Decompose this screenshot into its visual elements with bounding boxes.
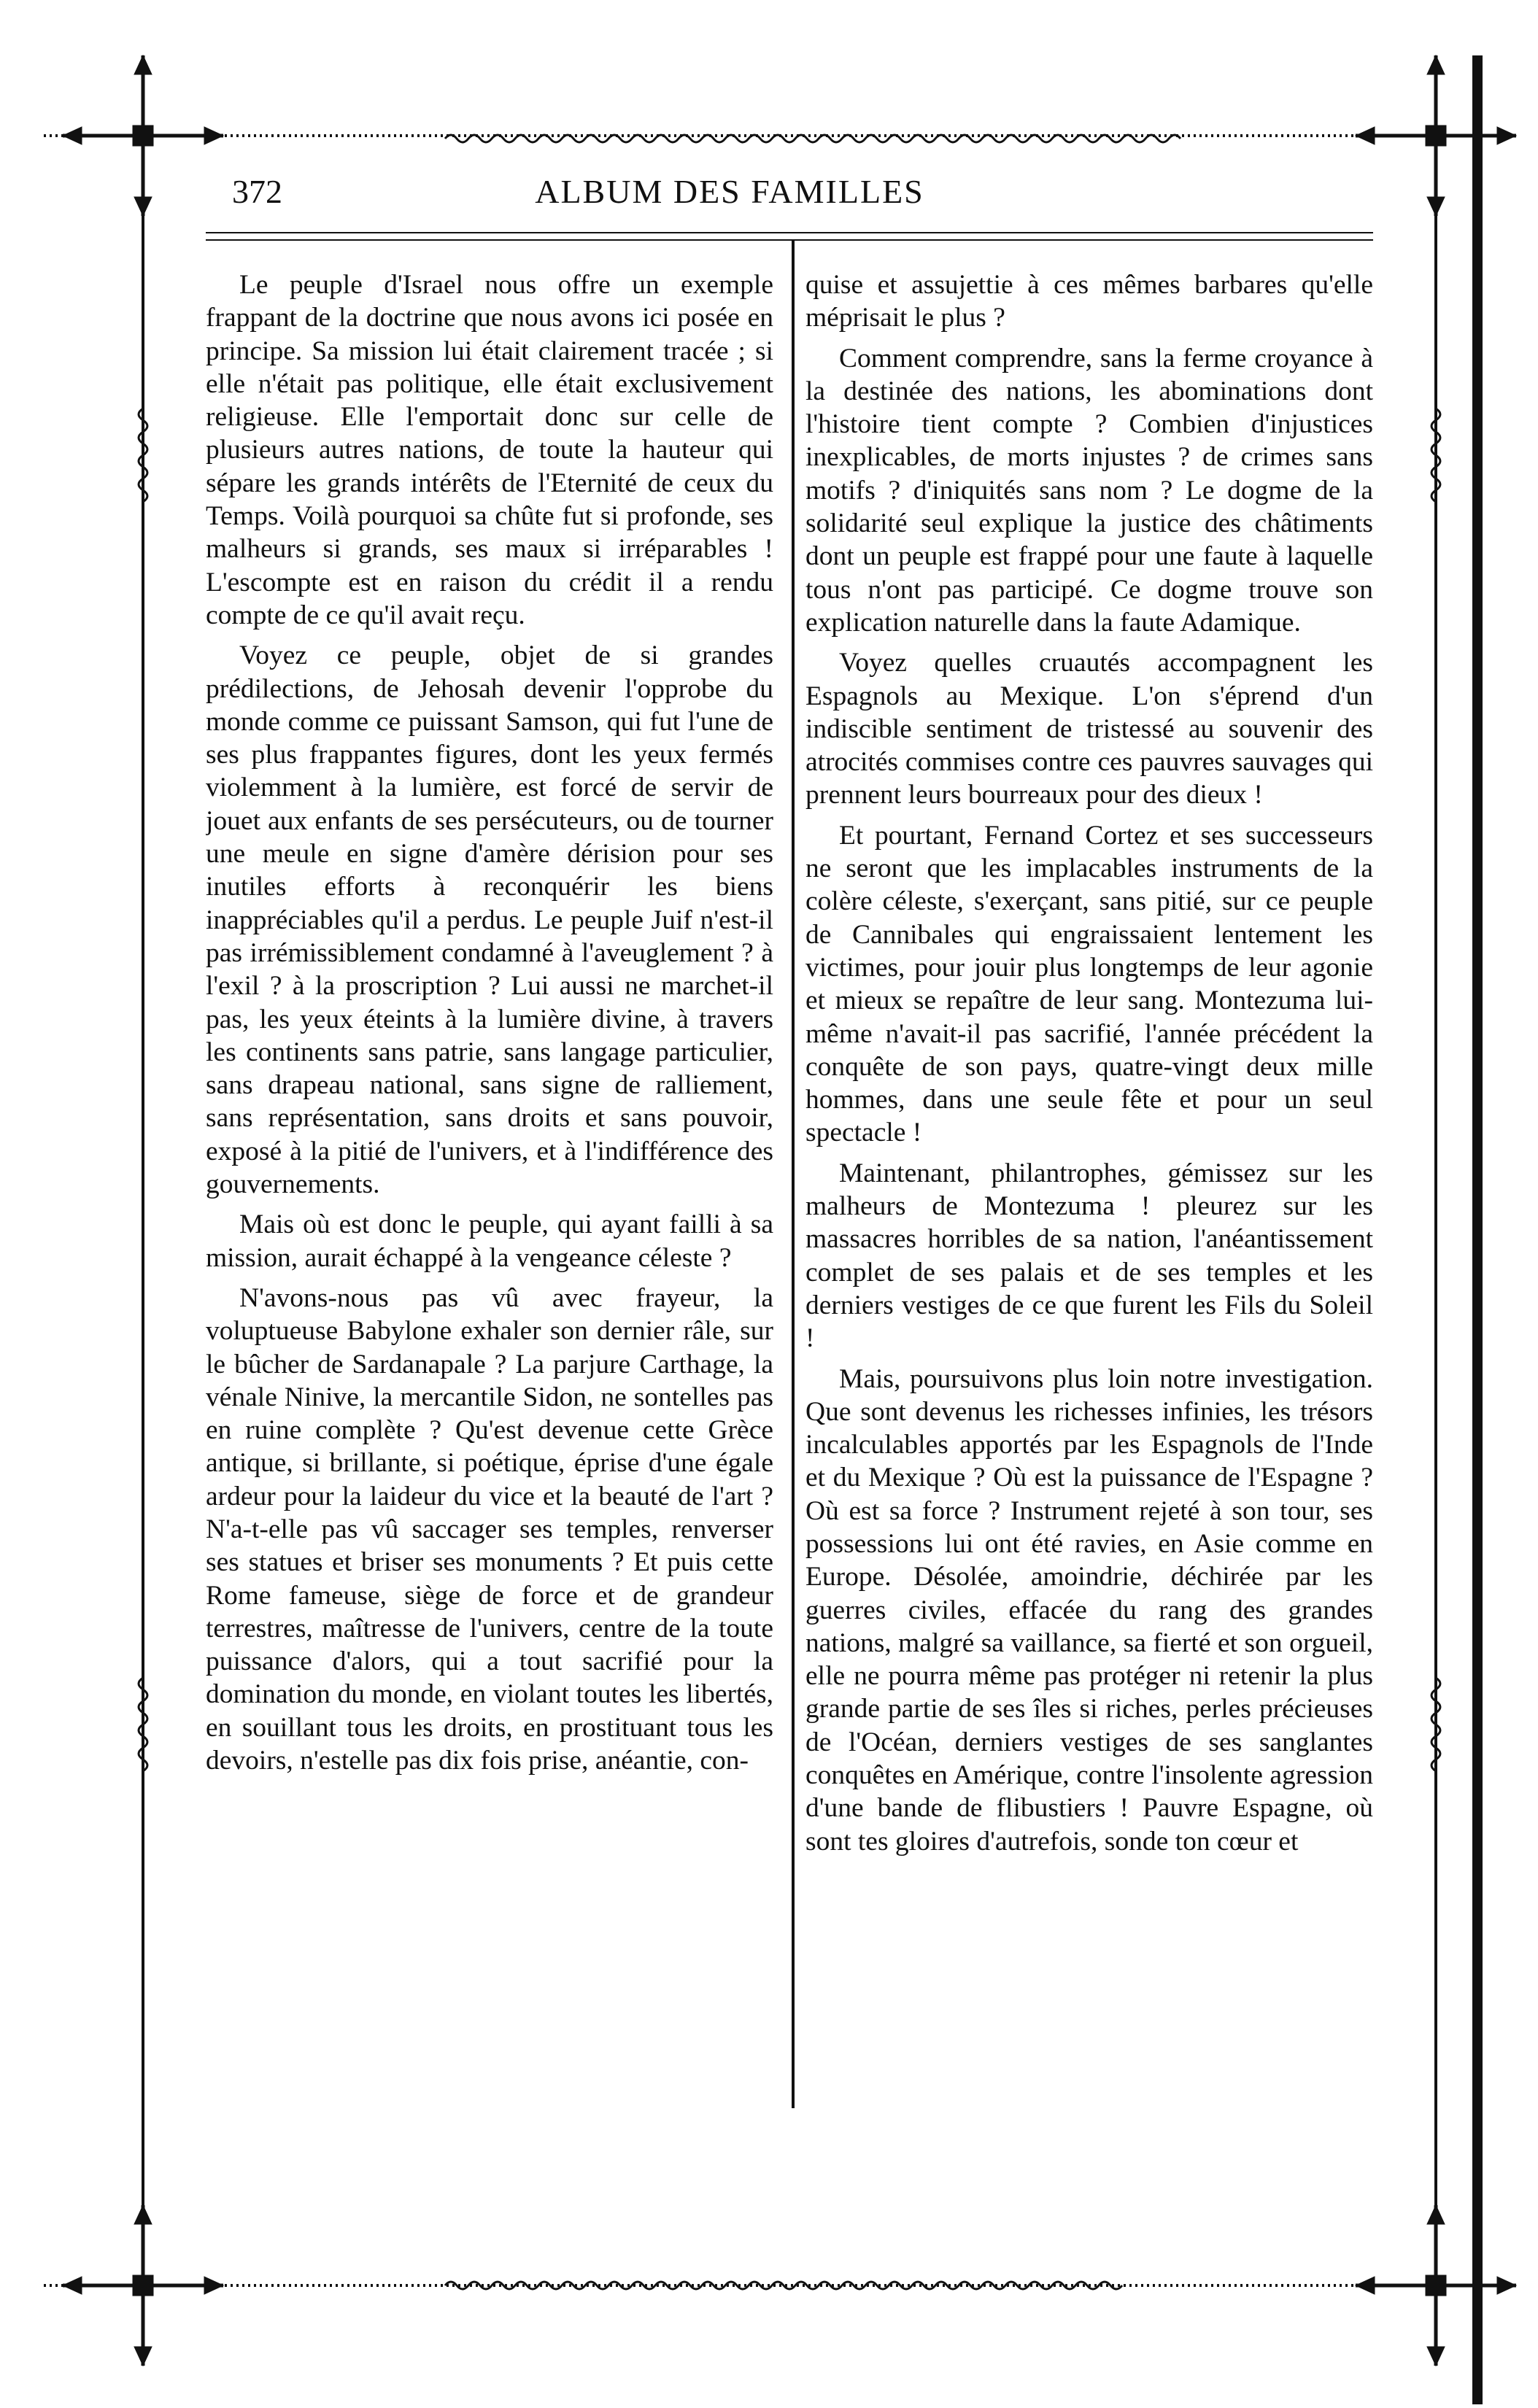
header-rule-bottom (206, 239, 1373, 241)
header-rule-top (206, 232, 1373, 233)
right-column (805, 268, 1373, 2215)
paragraph: Comment comprendre, sans la ferme croyance à la destinée des nations, les abominations dont l'histoire tient compte ? Combien d'injustices inexplicables, de morts injustes ? de crimes sans motifs ? d'iniquités sans nom ? Le dogme de la solidarité seul explique la justice des châtiments dont un peuple est frappé pour une faute à laquelle tous n'ont pas participé. Ce dogme trouve son explication naturelle dans la faute Adamique. (805, 343, 1373, 638)
page-edge-shadow (1472, 55, 1483, 2404)
paragraph: Voyez ce peuple, objet de si grandes prédilections, de Jehosah devenir l'opprobe du monde comme ce puissant Samson, qui fut l'une de ses plus frappantes figures, dont les yeux fermés violemment à la lumière, est forcé de servir de jouet aux enfants de ses persécuteurs, ou de tourner une meule en signe d'amère dérision pour ses inutiles efforts à reconquérir les biens inappréciables qu'il a perdus. Le peuple Juif n'est-il pas irrémissiblement condamné à l'aveuglement ? à l'exil ? à la proscription ? Lui aussi ne marchet-il pas, les yeux éteints à la lumière divine, à travers les continents sans patrie, sans langage particulier, sans drapeau national, sans signe de ralliement, sans représentation, sans droits et sans pouvoir, exposé à la pitié de l'univers, et à l'indifférence des gouvernements. (206, 640, 773, 1200)
paragraph: Maintenant, philantrophes, gémissez sur les malheurs de Montezuma ! pleurez sur les massacres horribles de sa nation, l'anéantissement complet de ses palais et de ses temples et les derniers vestiges de ce que furent les Fils du Soleil ! (805, 1158, 1373, 1354)
paragraph: N'avons-nous pas vû avec frayeur, la voluptueuse Babylone exhaler son dernier râle, sur le bûcher de Sardanapale ? La parjure Carthage, la vénale Ninive, la mercantile Sidon, ne sontelles pas en ruine complète ? Qu'est devenue cette Grèce antique, si brillante, si poétique, éprise d'une égale ardeur pour la laideur du vice et la beauté de l'art ? N'a-t-elle pas vû saccager ses temples, renverser ses statues et briser ses monuments ? Et puis cette Rome fameuse, siège de force et de grandeur terrestres, maîtresse de l'univers, centre de la toute puissance d'alors, qui a tout sacrifié pour la domination du monde, en violant toutes les libertés, en souillant tous les droits, en prostituant tous les devoirs, n'estelle pas dix fois prise, anéantie, con- (206, 1282, 773, 1776)
paragraph: Voyez quelles cruautés accompagnent les Espagnols au Mexique. L'on s'éprend d'un indiscible sentiment de tristessé au souvenir des atrocités commises contre ces pauvres sauvages qui prennent leurs bourreaux pour des dieux ! (805, 648, 1373, 810)
paragraph: Et pourtant, Fernand Cortez et ses successeurs ne seront que les implacables instruments de la colère céleste, s'exerçant, sans pitié, sur ce peuple de Cannibales qui engraissaient lentement les victimes, pour jouir plus longtemps de leur agonie et mieux se repaître de leur sang. Montezuma lui-même n'avait-il pas sacrifié, l'année précédent la conquête de son pays, quatre-vingt deux mille hommes, dans une seule fête et pour un seul spectacle ! (805, 820, 1373, 1148)
paragraph: Le peuple d'Israel nous offre un exemple frappant de la doctrine que nous avons ici posée en principe. Sa mission lui était clairement tracée ; si elle n'était pas politique, elle était exclusivement religieuse. Elle l'emportait donc sur celle de plusieurs autres nations, de toute la hauteur qui sépare les grands intérêts de l'Eternité de ceux du Temps. Voilà pourquoi sa chûte fut si profonde, ses malheurs si grands, ses maux si irréparables ! L'escompte est en raison du crédit il a rendu compte de ce qu'il avait reçu. (206, 270, 773, 630)
left-column (206, 268, 773, 2215)
column-divider (792, 241, 795, 2108)
running-title: ALBUM DES FAMILLES (535, 173, 924, 210)
paragraph: quise et assujettie à ces mêmes barbares qu'elle méprisait le plus ? (805, 270, 1373, 333)
paragraph: Mais où est donc le peuple, qui ayant failli à sa mission, aurait échappé à la vengeance céleste ? (206, 1209, 773, 1273)
paragraph: Mais, poursuivons plus loin notre investigation. Que sont devenus les richesses infinies, les trésors incalculables apportés par les Espagnols de l'Inde et du Mexique ? Où est la puissance de l'Espagne ? Où est sa force ? Instrument rejeté à son tour, ses possessions lui ont été ravies, en Asie comme en Europe. Désolée, amoindrie, déchirée par les guerres civiles, effacée du rang des grandes nations, malgré sa vaillance, sa fierté et son orgueil, elle ne pourra même pas protéger ni retenir la plus grande partie de ses îles si riches, perles précieuses de l'Océan, derniers vestiges de ses sanglantes conquêtes en Amérique, contre l'insolente agression d'une bande de flibustiers ! Pauvre Espagne, où sont tes gloires d'autrefois, sonde ton cœur et (805, 1363, 1373, 1857)
page-number: 372 (232, 173, 282, 210)
